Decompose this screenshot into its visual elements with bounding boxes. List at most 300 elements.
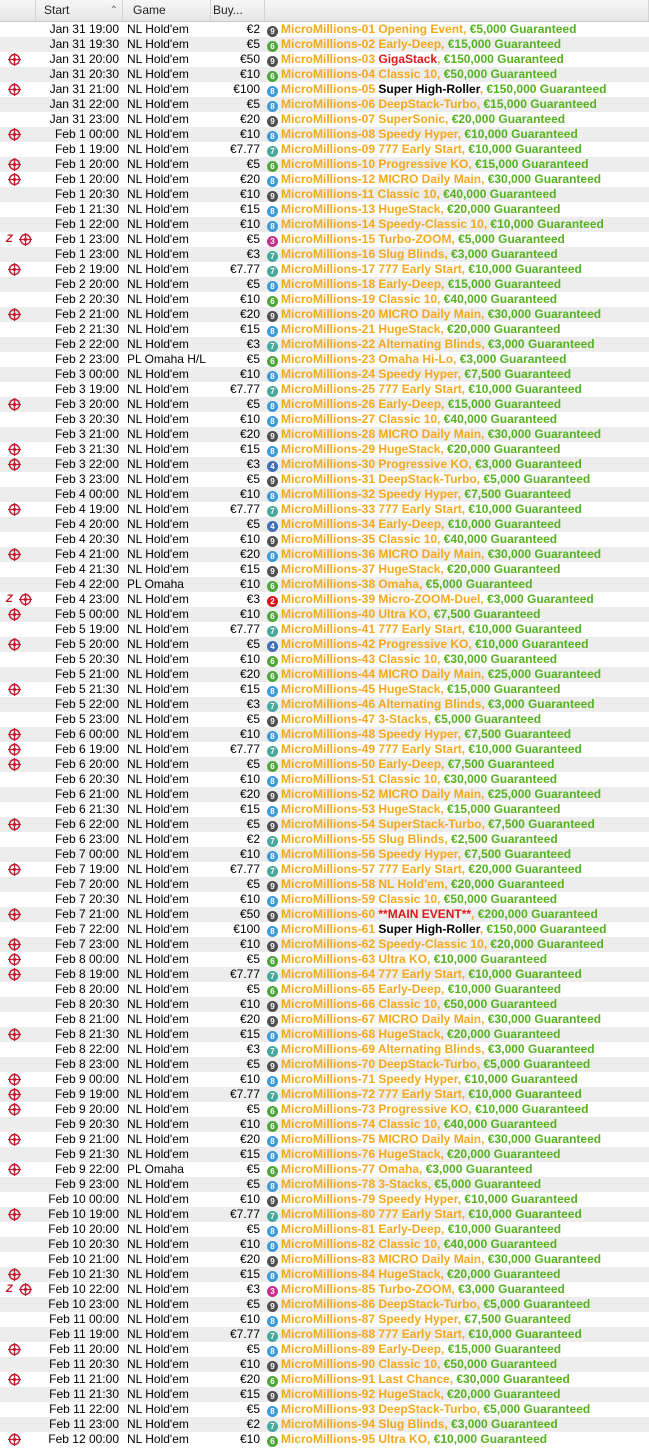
table-row[interactable] [0,232,649,247]
game-type: NL Hold'em [127,172,189,186]
start-time: Feb 1 20:30 [54,187,119,201]
table-row[interactable] [0,772,649,787]
event-name: MicroMillions-83 MICRO Daily Main, [281,1252,488,1266]
buy-in: €7.77 [229,502,260,516]
table-row[interactable] [0,277,649,292]
game-type: NL Hold'em [127,592,189,606]
player-count-badge: 7 [267,1421,278,1432]
buy-in: €10 [239,187,260,201]
game-type: NL Hold'em [127,67,189,81]
header-name[interactable] [265,0,649,21]
table-row[interactable] [0,1432,649,1447]
target-icon [8,728,21,741]
event-name: MicroMillions-07 SuperSonic, [281,112,452,126]
table-row[interactable] [0,592,649,607]
table-row[interactable] [0,607,649,622]
tournament-name [265,667,649,682]
target-icon [8,1088,21,1101]
row-icons [0,1027,36,1042]
row-icons [0,1357,36,1372]
buy-in: €5 [246,97,260,111]
player-count-badge: 8 [267,1346,278,1357]
table-row[interactable] [0,202,649,217]
row-icons [0,22,36,37]
event-name: MicroMillions-89 Early-Deep, [281,1342,448,1356]
start-time: Feb 8 19:00 [54,967,119,981]
tournament-name [265,1192,649,1207]
target-icon [8,398,21,411]
row-icons [0,67,36,82]
player-count-badge: 8 [267,491,278,502]
player-count-badge: 9 [267,911,278,922]
target-icon [8,938,21,951]
event-name: MicroMillions-24 Speedy Hyper, [281,367,465,381]
guarantee: €10,000 Guaranteed [464,127,578,141]
guarantee: €10,000 Guaranteed [464,1192,578,1206]
event-name: MicroMillions-31 DeepStack-Turbo, [281,472,484,486]
table-row[interactable] [0,937,649,952]
table-row[interactable] [0,142,649,157]
start-time: Jan 31 23:00 [49,112,119,126]
tournament-name [265,937,649,952]
row-icons [0,1267,36,1282]
guarantee: €5,000 Guaranteed [458,232,565,246]
player-count-badge: 9 [267,56,278,67]
row-icons [0,1012,36,1027]
table-row[interactable] [0,67,649,82]
row-icons [0,1207,36,1222]
guarantee: €15,000 Guaranteed [447,802,561,816]
player-count-badge: 4 [267,461,278,472]
table-row[interactable] [0,847,649,862]
table-row[interactable] [0,1372,649,1387]
table-row[interactable] [0,1282,649,1297]
tournament-name [265,307,649,322]
event-name: MicroMillions-39 Micro-ZOOM-Duel, [281,592,488,606]
tournament-name [265,697,649,712]
tournament-name [265,457,649,472]
start-time: Feb 4 20:00 [54,517,119,531]
buy-in: €5 [246,397,260,411]
table-row[interactable] [0,1027,649,1042]
event-name: MicroMillions-11 Classic 10, [281,187,444,201]
tournament-name [265,52,649,67]
start-time: Feb 9 23:00 [54,1177,119,1191]
table-row[interactable] [0,877,649,892]
header-game[interactable] [123,0,211,21]
buy-in: €10 [239,1237,260,1251]
table-row[interactable] [0,1102,649,1117]
table-row[interactable] [0,1267,649,1282]
table-row[interactable] [0,292,649,307]
start-time: Feb 2 19:00 [54,262,119,276]
game-type: NL Hold'em [127,367,189,381]
target-icon [8,53,21,66]
tournament-name [265,712,649,727]
row-icons [0,562,36,577]
start-time: Jan 31 21:00 [49,82,119,96]
game-type: NL Hold'em [127,607,189,621]
header-buyin[interactable] [211,0,265,21]
tournament-name [265,1072,649,1087]
table-row[interactable] [0,832,649,847]
table-row[interactable] [0,1012,649,1027]
table-row[interactable] [0,1342,649,1357]
player-count-badge: 8 [267,1031,278,1042]
table-row[interactable] [0,1207,649,1222]
game-type: NL Hold'em [127,1207,189,1221]
tournament-name [265,877,649,892]
table-row[interactable] [0,982,649,997]
game-type: NL Hold'em [127,487,189,501]
row-icons [0,412,36,427]
guarantee: €2,500 Guaranteed [451,832,558,846]
row-icons [0,277,36,292]
table-row[interactable] [0,487,649,502]
table-row[interactable] [0,307,649,322]
table-row[interactable] [0,892,649,907]
start-time: Feb 1 00:00 [54,127,119,141]
start-time: Feb 3 23:00 [54,472,119,486]
event-separator: , [437,52,444,66]
table-row[interactable] [0,262,649,277]
game-type: NL Hold'em [127,412,189,426]
guarantee: €20,000 Guaranteed [447,1387,561,1401]
row-icons [0,1342,36,1357]
tournament-name [265,127,649,142]
event-name: MicroMillions-58 NL Hold'em, [281,877,451,891]
table-row[interactable] [0,862,649,877]
guarantee: €25,000 Guaranteed [487,787,602,801]
guarantee: €5,000 Guaranteed [483,1297,591,1311]
game-type: NL Hold'em [127,82,189,96]
table-row[interactable] [0,502,649,517]
table-row[interactable] [0,1117,649,1132]
row-icons [0,1177,36,1192]
table-row[interactable] [0,127,649,142]
table-row[interactable] [0,1357,649,1372]
event-name: MicroMillions-78 3-Stacks, [281,1177,435,1191]
table-row[interactable] [0,712,649,727]
target-icon [8,608,21,621]
table-row[interactable] [0,922,649,937]
game-type: NL Hold'em [127,1072,189,1086]
guarantee: €20,000 Guaranteed [490,937,604,951]
buy-in: €5 [246,37,260,51]
guarantee: €20,000 Guaranteed [447,202,561,216]
table-row[interactable] [0,322,649,337]
table-row[interactable] [0,1192,649,1207]
table-row[interactable] [0,802,649,817]
player-count-badge: 2 [267,596,278,607]
table-row[interactable] [0,622,649,637]
table-row[interactable] [0,1042,649,1057]
player-count-badge: 8 [267,101,278,112]
event-name: MicroMillions-50 Early-Deep, [281,757,448,771]
buy-in: €7.77 [229,1207,260,1221]
table-row[interactable] [0,157,649,172]
table-row[interactable] [0,352,649,367]
start-time: Feb 12 00:00 [48,1432,119,1446]
table-row[interactable] [0,1072,649,1087]
table-row[interactable] [0,757,649,772]
game-type: NL Hold'em [127,562,189,576]
game-type: NL Hold'em [127,712,189,726]
table-row[interactable] [0,22,649,37]
target-icon [8,308,21,321]
buy-in: €20 [239,547,260,561]
row-icons [0,802,36,817]
event-name: MicroMillions-32 Speedy Hyper, [281,487,465,501]
tournament-name [265,472,649,487]
tournament-name [265,232,649,247]
player-count-badge: 9 [267,941,278,952]
table-row[interactable] [0,727,649,742]
target-icon [19,593,32,606]
guarantee: €15,000 Guaranteed [447,1342,562,1356]
table-row[interactable] [0,1297,649,1312]
table-row[interactable] [0,442,649,457]
game-type: NL Hold'em [127,802,189,816]
start-time: Feb 5 23:00 [54,712,119,726]
event-name: MicroMillions-40 Ultra KO, [281,607,434,621]
table-row[interactable] [0,1417,649,1432]
table-row[interactable] [0,97,649,112]
event-name: MicroMillions-86 DeepStack-Turbo, [281,1297,484,1311]
table-row[interactable] [0,1162,649,1177]
tournament-list [0,22,649,1447]
start-time: Feb 6 00:00 [54,727,119,741]
start-time: Feb 2 21:00 [54,307,119,321]
guarantee: €30,000 Guaranteed [443,772,558,786]
header-icons-column[interactable] [0,0,36,21]
buy-in: €7.77 [229,742,260,756]
table-row[interactable] [0,457,649,472]
table-row[interactable] [0,427,649,442]
table-row[interactable] [0,547,649,562]
table-row[interactable] [0,577,649,592]
player-count-badge: 8 [267,401,278,412]
table-row[interactable] [0,367,649,382]
player-count-badge: 7 [267,266,278,277]
event-name: MicroMillions-47 3-Stacks, [281,712,435,726]
guarantee: €7,500 Guaranteed [447,757,555,771]
start-time: Feb 10 20:00 [48,1222,119,1236]
tournament-name [265,277,649,292]
row-icons [0,1147,36,1162]
game-type: NL Hold'em [127,337,189,351]
buy-in: €10 [239,772,260,786]
player-count-badge: 6 [267,611,278,622]
game-type: NL Hold'em [127,232,189,246]
row-icons [0,457,36,472]
buy-in: €20 [239,1012,260,1026]
event-name: MicroMillions-43 Classic 10, [281,652,444,666]
table-row[interactable] [0,532,649,547]
buy-in: €5 [246,952,260,966]
tournament-name [265,772,649,787]
event-name: MicroMillions-80 777 Early Start, [281,1207,469,1221]
table-row[interactable] [0,1312,649,1327]
tournament-name [265,382,649,397]
table-row[interactable] [0,637,649,652]
table-row[interactable] [0,217,649,232]
table-row[interactable] [0,412,649,427]
table-row[interactable] [0,82,649,97]
guarantee: €5,000 Guaranteed [434,1177,542,1191]
tournament-name [265,112,649,127]
buy-in: €10 [239,127,260,141]
guarantee: €10,000 Guaranteed [475,637,589,651]
table-row[interactable] [0,1057,649,1072]
tournament-name [265,1312,649,1327]
table-row[interactable] [0,967,649,982]
table-row[interactable] [0,907,649,922]
event-name: MicroMillions-72 777 Early Start, [281,1087,469,1101]
tournament-name [265,1357,649,1372]
table-row[interactable] [0,517,649,532]
buy-in: €10 [239,292,260,306]
guarantee: €10,000 Guaranteed [468,382,582,396]
guarantee: €40,000 Guaranteed [443,292,558,306]
table-row[interactable] [0,112,649,127]
table-row[interactable] [0,172,649,187]
game-type: NL Hold'em [127,937,189,951]
table-row[interactable] [0,1222,649,1237]
table-row[interactable] [0,667,649,682]
game-type: NL Hold'em [127,892,189,906]
row-icons [0,742,36,757]
event-separator: , [479,82,487,96]
game-type: NL Hold'em [127,862,189,876]
start-time: Feb 9 21:00 [54,1132,119,1146]
row-icons [0,1432,36,1447]
buy-in: €10 [239,1072,260,1086]
table-row[interactable] [0,1132,649,1147]
row-icons [0,472,36,487]
table-row[interactable] [0,652,649,667]
tournament-name [265,442,649,457]
table-row[interactable] [0,52,649,67]
event-name: MicroMillions-94 Slug Blinds, [281,1417,452,1431]
tournament-name [265,787,649,802]
guarantee: €5,000 Guaranteed [483,1057,591,1071]
guarantee: €3,000 Guaranteed [458,1282,565,1296]
buy-in: €10 [239,412,260,426]
event-name: MicroMillions-75 MICRO Daily Main, [281,1132,488,1146]
event-name: MicroMillions-33 777 Early Start, [281,502,469,516]
game-type: NL Hold'em [127,292,189,306]
table-row[interactable] [0,187,649,202]
table-row[interactable] [0,382,649,397]
event-name: MicroMillions-18 Early-Deep, [281,277,448,291]
game-type: NL Hold'em [127,1087,189,1101]
guarantee: €200,000 Guaranteed [477,907,598,921]
table-row[interactable] [0,1402,649,1417]
tournament-name [265,1042,649,1057]
guarantee: €10,000 Guaranteed [468,262,582,276]
start-time: Feb 11 20:30 [49,1357,119,1371]
tournament-name [265,1162,649,1177]
tournament-name [265,727,649,742]
buy-in: €10 [239,997,260,1011]
table-row[interactable] [0,1147,649,1162]
table-row[interactable] [0,337,649,352]
start-time: Feb 11 20:00 [49,1342,119,1356]
buy-in: €5 [246,277,260,291]
event-name: MicroMillions-88 777 Early Start, [281,1327,469,1341]
guarantee: €7,500 Guaranteed [464,727,572,741]
guarantee: €30,000 Guaranteed [443,652,558,666]
start-time: Feb 7 22:00 [54,922,119,936]
event-name: MicroMillions-10 Progressive KO, [281,157,476,171]
table-row[interactable] [0,1237,649,1252]
player-count-badge: 9 [267,1256,278,1267]
header-start[interactable] [36,0,123,21]
player-count-badge: 6 [267,71,278,82]
game-type: NL Hold'em [127,382,189,396]
start-time: Feb 2 21:30 [54,322,119,336]
tournament-name [265,1372,649,1387]
table-row[interactable] [0,682,649,697]
buy-in: €15 [239,802,260,816]
game-type: NL Hold'em [127,952,189,966]
table-row[interactable] [0,397,649,412]
table-row[interactable] [0,1327,649,1342]
buy-in: €15 [239,322,260,336]
player-count-badge: 9 [267,26,278,37]
game-type: NL Hold'em [127,1282,189,1296]
guarantee: €15,000 Guaranteed [447,277,562,291]
tournament-name [265,1102,649,1117]
table-row[interactable] [0,1252,649,1267]
guarantee: €5,000 Guaranteed [483,472,591,486]
table-row[interactable] [0,997,649,1012]
table-row[interactable] [0,472,649,487]
table-row[interactable] [0,787,649,802]
row-icons [0,1282,36,1297]
row-icons [0,427,36,442]
table-row[interactable] [0,1387,649,1402]
table-row[interactable] [0,697,649,712]
table-row[interactable] [0,952,649,967]
buy-in: €10 [239,1192,260,1206]
table-row[interactable] [0,1087,649,1102]
table-row[interactable] [0,742,649,757]
table-row[interactable] [0,247,649,262]
player-count-badge: 6 [267,356,278,367]
buy-in: €5 [246,1162,260,1176]
guarantee: €50,000 Guaranteed [443,997,558,1011]
buy-in: €2 [246,832,260,846]
tournament-name [265,652,649,667]
row-icons [0,367,36,382]
player-count-badge: 7 [267,1211,278,1222]
row-icons [0,967,36,982]
start-time: Feb 9 20:30 [54,1117,119,1131]
guarantee: €40,000 Guaranteed [443,532,558,546]
event-name: MicroMillions-55 Slug Blinds, [281,832,452,846]
table-row[interactable] [0,562,649,577]
table-row[interactable] [0,1177,649,1192]
game-type: NL Hold'em [127,1357,189,1371]
start-time: Feb 6 19:00 [54,742,119,756]
game-type: NL Hold'em [127,397,189,411]
row-icons [0,517,36,532]
table-row[interactable] [0,817,649,832]
player-count-badge: 8 [267,926,278,937]
table-row[interactable] [0,37,649,52]
